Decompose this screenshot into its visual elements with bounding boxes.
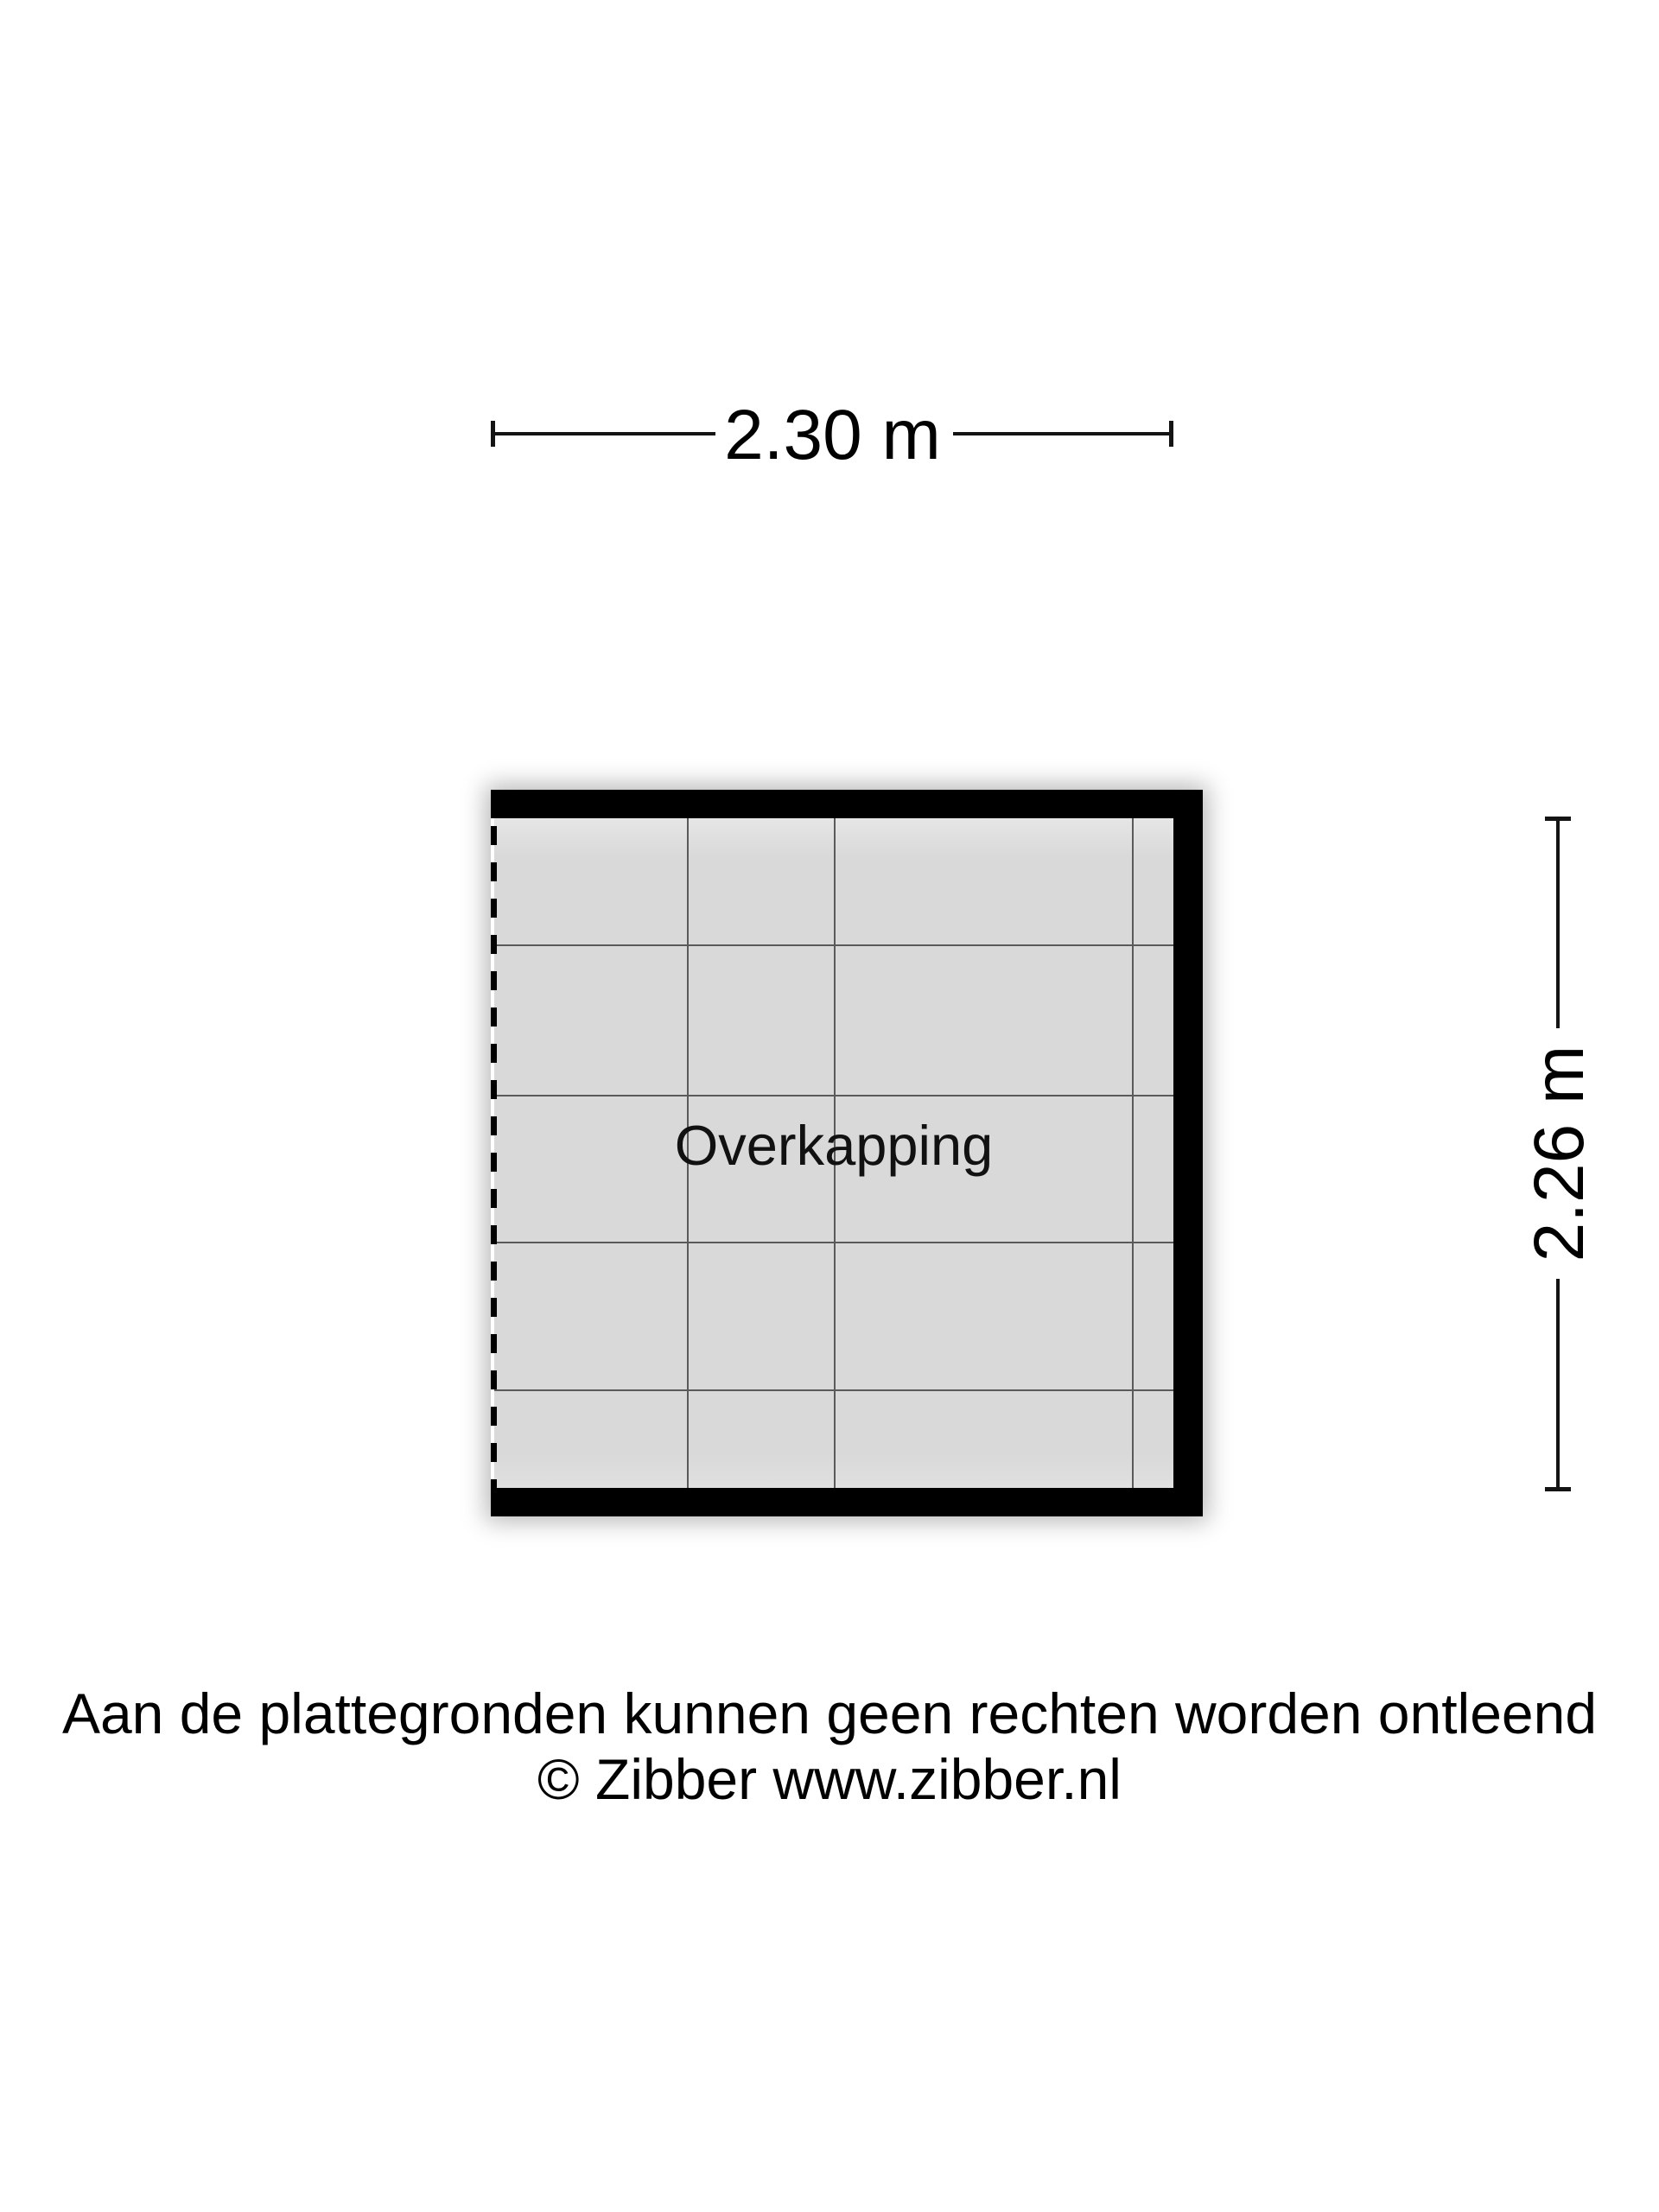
floor-grid-line-horizontal — [494, 944, 1173, 946]
room-label: Overkapping — [674, 1114, 994, 1177]
width-dimension-line-right-segment — [953, 432, 1173, 435]
height-dimension-top-tick — [1545, 817, 1571, 821]
floor-grid-line-horizontal — [494, 1242, 1173, 1243]
width-dimension-right-tick — [1169, 421, 1173, 447]
wall-bottom — [491, 1488, 1203, 1516]
width-dimension-label: 2.30 m — [724, 396, 941, 474]
height-dimension-line-top-segment — [1556, 818, 1560, 1028]
floor-grid-line-horizontal — [494, 1095, 1173, 1096]
height-dimension-line-bottom-segment — [1556, 1279, 1560, 1489]
width-dimension-line-left-segment — [493, 432, 715, 435]
height-dimension-label: 2.26 m — [1520, 1045, 1599, 1262]
footer-disclaimer: Aan de plattegronden kunnen geen rechten worden ontleend — [61, 1681, 1598, 1745]
floor-grid-line-horizontal — [494, 1389, 1173, 1391]
width-dimension-left-tick — [491, 421, 495, 447]
footer-copyright: © Zibber www.zibber.nl — [537, 1747, 1122, 1811]
wall-right — [1173, 790, 1203, 1516]
wall-top — [491, 790, 1203, 818]
height-dimension-bottom-tick — [1545, 1487, 1571, 1491]
